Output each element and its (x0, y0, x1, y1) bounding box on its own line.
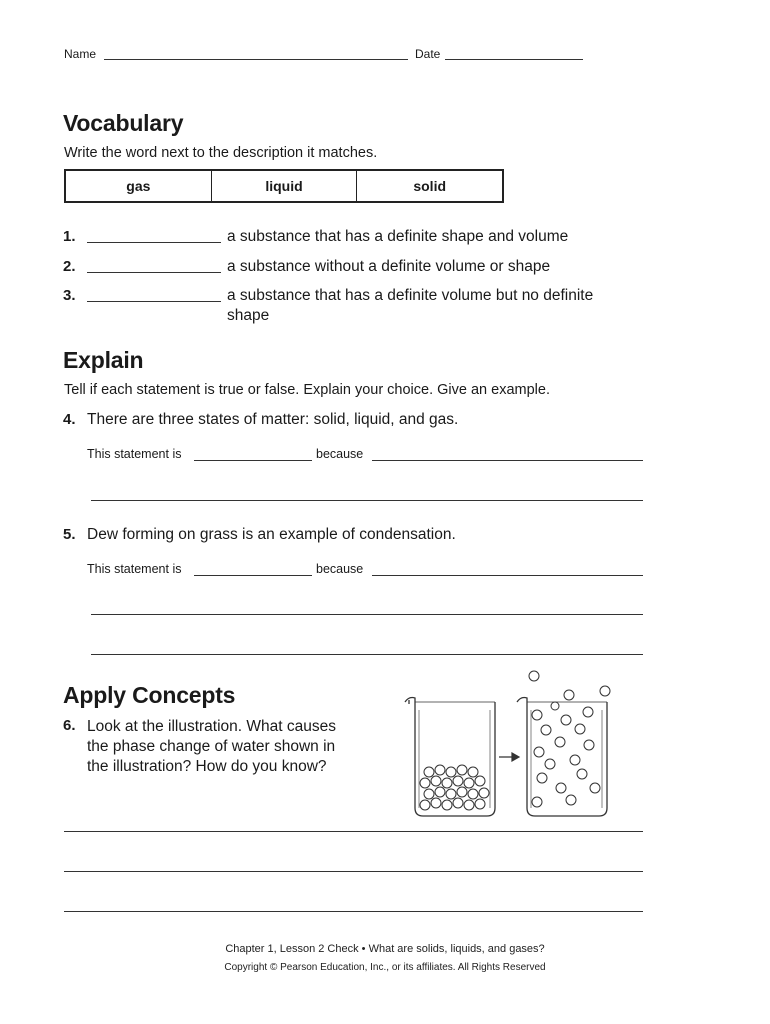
explanation-blank-4b[interactable] (91, 500, 643, 501)
item-number: 3. (63, 287, 76, 304)
beaker-right-icon (517, 698, 607, 817)
answer-blank-2[interactable] (87, 272, 221, 273)
item-text: a substance without a definite volume or shape (227, 258, 551, 275)
item-number: 1. (63, 228, 76, 245)
item-text: a substance that has a definite shape and volume (227, 228, 569, 245)
word-bank-cell: liquid (212, 171, 358, 201)
question-number: 5. (63, 526, 76, 543)
question-text (87, 717, 336, 777)
word-bank-cell: solid (413, 178, 447, 194)
word-bank-table (64, 169, 504, 203)
vocabulary-heading: Vocabulary (63, 110, 184, 136)
true-false-blank-4[interactable] (194, 460, 312, 461)
vocabulary-instructions: Write the word next to the description it matches. (64, 145, 378, 161)
footer-copyright: Copyright © Pearson Education, Inc., or its affiliates. All Rights Reserved (224, 962, 546, 973)
question-number: 4. (63, 411, 76, 428)
item-number: 2. (63, 258, 76, 275)
question-text: Dew forming on grass is an example of condensation. (87, 526, 456, 543)
explanation-blank-4a[interactable] (372, 460, 643, 461)
explain-heading: Explain (63, 347, 144, 373)
footer-chapter-line: Chapter 1, Lesson 2 Check • What are solids, liquids, and gases? (225, 943, 545, 955)
because-label: because (316, 562, 364, 576)
explain-instructions: Tell if each statement is true or false. Explain your choice. Give an example. (64, 382, 550, 398)
explanation-blank-5a[interactable] (372, 575, 643, 576)
true-false-blank-5[interactable] (194, 575, 312, 576)
answer-blank-1[interactable] (87, 242, 221, 243)
word-bank-cell: gas (66, 171, 212, 201)
name-label: Name (64, 47, 97, 61)
because-label: because (316, 447, 364, 461)
answer-blank-3[interactable] (87, 301, 221, 302)
statement-label: This statement is (87, 447, 182, 461)
question-text: There are three states of matter: solid, liquid, and gas. (87, 411, 459, 428)
date-label: Date (415, 47, 441, 61)
answer-line-6c[interactable] (64, 911, 643, 912)
question-line: Look at the illustration. What causes (87, 718, 336, 735)
item-text: a substance that has a definite volume but no definite (227, 287, 594, 304)
date-field[interactable] (445, 59, 583, 60)
explanation-blank-5b[interactable] (91, 614, 643, 615)
apply-concepts-heading: Apply Concepts (63, 682, 236, 708)
question-line: the phase change of water shown in (87, 738, 336, 755)
question-line: the illustration? How do you know? (87, 758, 327, 775)
item-text-continued: shape (227, 307, 270, 324)
arrow-right-icon (499, 753, 519, 761)
statement-label: This statement is (87, 562, 182, 576)
beakers-illustration (395, 660, 625, 830)
answer-line-6a[interactable] (64, 831, 643, 832)
name-field[interactable] (104, 59, 408, 60)
explanation-blank-5c[interactable] (91, 654, 643, 655)
question-number: 6. (63, 717, 76, 734)
answer-line-6b[interactable] (64, 871, 643, 872)
